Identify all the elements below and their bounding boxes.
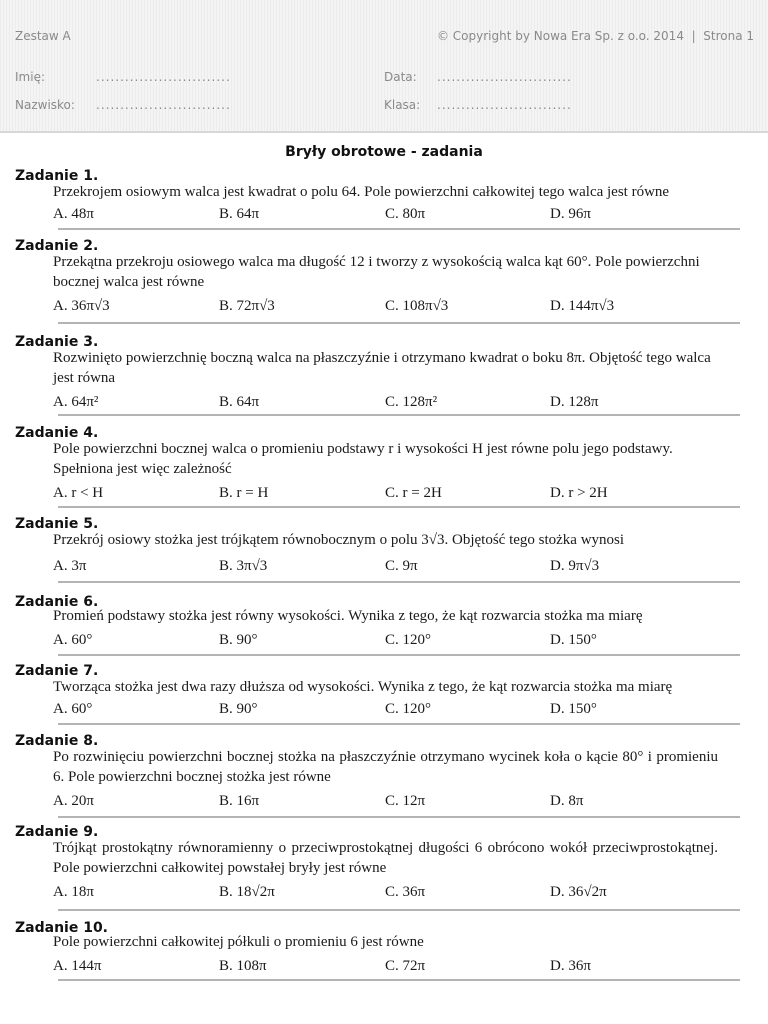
task-title: Zadanie 7.	[15, 663, 99, 679]
set-label: Zestaw A	[15, 29, 71, 43]
answer-options	[53, 392, 753, 412]
name-label: Imię:	[15, 70, 45, 84]
answer-d[interactable]: D. r > 2H	[550, 485, 608, 501]
answer-c[interactable]: C. 80π	[385, 206, 426, 222]
answer-options	[53, 556, 753, 576]
copyright-notice: © Copyright by Nowa Era Sp. z o.o. 2014 | Strona 1	[436, 29, 754, 43]
answer-b[interactable]: B. 3π√3	[219, 558, 268, 574]
answer-b[interactable]: B. 64π	[219, 206, 260, 222]
answer-a[interactable]: A. 3π	[53, 558, 87, 574]
task-title: Zadanie 3.	[15, 334, 99, 350]
divider	[58, 581, 740, 583]
answer-c[interactable]: C. 12π	[385, 793, 426, 809]
answer-options	[53, 204, 753, 224]
task-text: Przekątna przekroju osiowego walca ma długość 12 i tworzy z wysokością walca kąt 60°. Pole powierzchni bocznej walca jest równe	[53, 254, 700, 290]
answer-d[interactable]: D. 96π	[550, 206, 591, 222]
task-title: Zadanie 4.	[15, 425, 99, 441]
divider	[58, 414, 740, 416]
task-title: Zadanie 1.	[15, 168, 99, 184]
divider	[58, 228, 740, 230]
answer-d[interactable]: D. 150°	[550, 632, 597, 648]
answer-c[interactable]: C. 9π	[385, 558, 418, 574]
answer-b[interactable]: B. 108π	[219, 958, 267, 974]
answer-b[interactable]: B. 64π	[219, 394, 260, 410]
divider	[58, 723, 740, 725]
answer-c[interactable]: C. r = 2H	[385, 485, 442, 501]
answer-a[interactable]: A. 18π	[53, 884, 94, 900]
task-text: Pole powierzchni całkowitej półkuli o promieniu 6 jest równe	[53, 934, 424, 950]
surname-field[interactable]: ............................	[96, 98, 231, 112]
task-text: Tworząca stożka jest dwa razy dłuższa od wysokości. Wynika z tego, że kąt rozwarcia stożka ma miarę	[53, 679, 673, 695]
task-text: Przekrojem osiowym walca jest kwadrat o polu 64. Pole powierzchni całkowitej tego walca jest równe	[53, 184, 670, 200]
divider	[58, 816, 740, 818]
divider	[58, 909, 740, 911]
answer-c[interactable]: C. 108π√3	[385, 298, 449, 314]
task-title: Zadanie 5.	[15, 516, 99, 532]
divider	[58, 506, 740, 508]
answer-d[interactable]: D. 36π	[550, 958, 591, 974]
answer-d[interactable]: D. 150°	[550, 701, 597, 717]
answer-a[interactable]: A. 60°	[53, 632, 93, 648]
surname-label: Nazwisko:	[15, 98, 75, 112]
answer-a[interactable]: A. 64π²	[53, 394, 99, 410]
answer-d[interactable]: D. 128π	[550, 394, 599, 410]
task-text: Przekrój osiowy stożka jest trójkątem równobocznym o polu 3√3. Objętość tego stożka wynosi	[53, 532, 625, 548]
task-text: Rozwinięto powierzchnię boczną walca na płaszczyźnie i otrzymano kwadrat o boku 8π. Objętość tego walca jest równa	[53, 350, 711, 386]
answer-a[interactable]: A. 20π	[53, 793, 94, 809]
answer-b[interactable]: B. 90°	[219, 701, 258, 717]
answer-b[interactable]: B. 72π√3	[219, 298, 275, 314]
task-title: Zadanie 10.	[15, 920, 109, 936]
answer-a[interactable]: A. 144π	[53, 958, 102, 974]
answer-c[interactable]: C. 36π	[385, 884, 426, 900]
answer-d[interactable]: D. 36√2π	[550, 884, 607, 900]
answer-b[interactable]: B. r = H	[219, 485, 269, 501]
answer-d[interactable]: D. 9π√3	[550, 558, 600, 574]
date-field[interactable]: ............................	[437, 70, 572, 84]
answer-options	[53, 483, 753, 503]
answer-c[interactable]: C. 72π	[385, 958, 426, 974]
date-label: Data:	[384, 70, 417, 84]
answer-a[interactable]: A. 48π	[53, 206, 94, 222]
page-title: Bryły obrotowe - zadania	[285, 144, 483, 160]
answer-options	[53, 699, 753, 719]
task-title: Zadanie 9.	[15, 824, 99, 840]
task-text: Trójkąt prostokątny równoramienny o przeciwprostokątnej długości 6 obrócono wokół przeciwprostokątnej. Pole powierzchni całkowitej powstałej bryły jest równe	[53, 840, 718, 876]
answer-b[interactable]: B. 90°	[219, 632, 258, 648]
answer-options	[53, 630, 753, 650]
answer-c[interactable]: C. 128π²	[385, 394, 438, 410]
answer-options	[53, 882, 753, 902]
answer-c[interactable]: C. 120°	[385, 701, 432, 717]
task-title: Zadanie 8.	[15, 733, 99, 749]
answer-options	[53, 791, 753, 811]
answer-a[interactable]: A. 60°	[53, 701, 93, 717]
task-text: Promień podstawy stożka jest równy wysokości. Wynika z tego, że kąt rozwarcia stożka ma miarę	[53, 608, 643, 624]
answer-b[interactable]: B. 16π	[219, 793, 260, 809]
class-label: Klasa:	[384, 98, 421, 112]
answer-a[interactable]: A. 36π√3	[53, 298, 110, 314]
task-text: Pole powierzchni bocznej walca o promieniu podstawy r i wysokości H jest równe polu jego podstawy. Spełniona jest więc zależność	[53, 441, 673, 477]
answer-a[interactable]: A. r < H	[53, 485, 104, 501]
task-title: Zadanie 2.	[15, 238, 99, 254]
answer-b[interactable]: B. 18√2π	[219, 884, 275, 900]
answer-options	[53, 956, 753, 976]
answer-c[interactable]: C. 120°	[385, 632, 432, 648]
divider	[58, 979, 740, 981]
answer-d[interactable]: D. 8π	[550, 793, 584, 809]
answer-options	[53, 296, 753, 316]
task-title: Zadanie 6.	[15, 594, 99, 610]
page-header	[0, 0, 768, 133]
name-field[interactable]: ............................	[96, 70, 231, 84]
class-field[interactable]: ............................	[437, 98, 572, 112]
divider	[58, 322, 740, 324]
divider	[58, 654, 740, 656]
task-text: Po rozwinięciu powierzchni bocznej stożka na płaszczyźnie otrzymano wycinek koła o kącie 80° i promieniu 6. Pole powierzchni bocznej stożka jest równe	[53, 749, 718, 785]
answer-d[interactable]: D. 144π√3	[550, 298, 615, 314]
